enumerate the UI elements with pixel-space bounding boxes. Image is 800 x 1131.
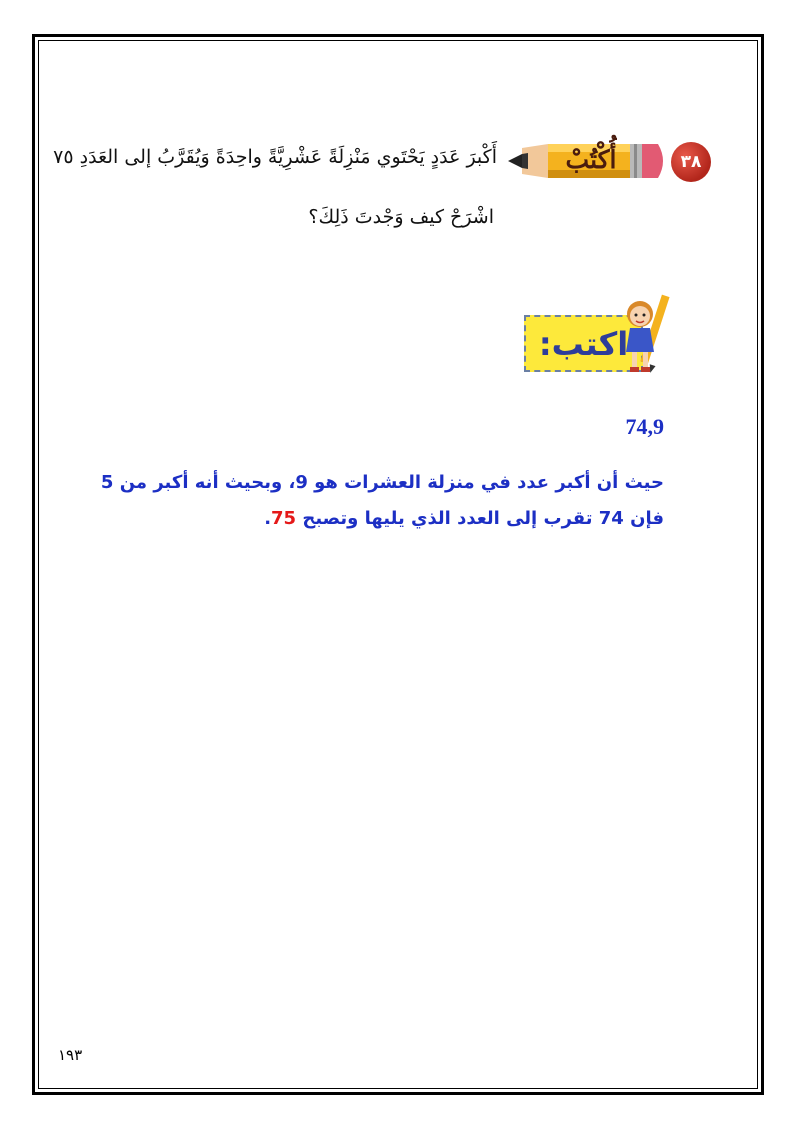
highlighted-answer: 75	[271, 508, 297, 529]
question-text-line-1: أَكْبرَ عَدَدٍ يَحْتَوي مَنْزِلَةً عَشْرِيَّةً واحِدَةً وَيُقَرَّبُ إلى العَدَدِ ٧٥	[53, 146, 497, 168]
explanation-line-2	[264, 508, 664, 529]
write-box-label: اكتب:	[538, 324, 629, 363]
explanation-line-1: حيث أن أكبر عدد في منزلة العشرات هو 9، وبحيث أنه أكبر من 5	[100, 472, 664, 493]
write-instruction-label: أُكْتُبْ	[565, 144, 617, 174]
page-number: ١٩٣	[58, 1046, 83, 1064]
explanation-line-2-text: فإن 74 تقرب إلى العدد الذي يليها وتصبح	[296, 508, 664, 529]
page-inner-border	[38, 40, 758, 1089]
question-number-badge: ٣٨	[671, 142, 711, 182]
explanation-period: .	[264, 508, 272, 529]
question-text-line-2: اشْرَحْ كيف وَجْدتَ ذَلِكَ؟	[308, 206, 494, 228]
girl-with-pencil-illustration	[620, 292, 672, 374]
answer-number: 74,9	[625, 414, 664, 439]
